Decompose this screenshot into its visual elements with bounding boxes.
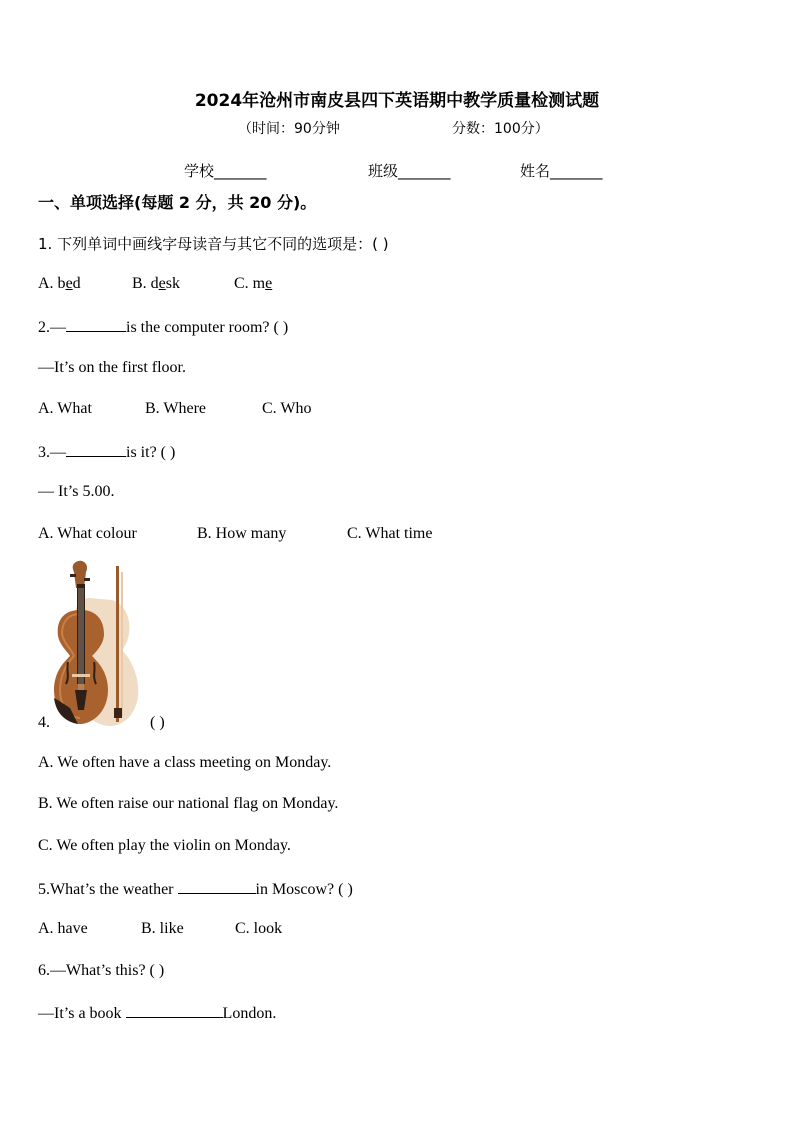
section-heading: 一、单项选择(每题 2 分，共 20 分)。 bbox=[38, 193, 317, 212]
page-title: 2024年沧州市南皮县四下英语期中教学质量检测试题 bbox=[194, 91, 600, 111]
q5-option-c: C. look bbox=[235, 920, 283, 937]
q1-options bbox=[38, 275, 272, 293]
q3-answer: — It’s 5.00. bbox=[38, 483, 115, 500]
q3-blank bbox=[66, 442, 126, 457]
q2-options bbox=[38, 400, 311, 418]
q1-option-c: C. me bbox=[234, 275, 273, 292]
q2-blank bbox=[66, 317, 126, 332]
q3-option-b: B. How many bbox=[197, 525, 287, 542]
q6-blank bbox=[126, 1003, 223, 1018]
q4-paren: ( ) bbox=[150, 714, 165, 731]
q2-option-a: A. What bbox=[38, 400, 92, 417]
exam-score: 分数：100分） bbox=[452, 121, 549, 137]
name-field: 姓名_______ bbox=[520, 162, 603, 180]
q3-option-a: A. What colour bbox=[38, 525, 137, 542]
q6-stem: 6.—What’s this? ( ) bbox=[38, 962, 165, 979]
q5-stem: 5.What’s the weather in Moscow? ( ) bbox=[38, 881, 353, 898]
violin-image bbox=[50, 558, 144, 730]
q1-option-a: A. bed bbox=[38, 275, 81, 292]
q2-option-b: B. Where bbox=[145, 400, 207, 417]
q5-option-a: A. have bbox=[38, 920, 88, 937]
q5-option-b: B. like bbox=[141, 920, 184, 937]
class-field: 班级_______ bbox=[368, 162, 451, 180]
q4-option-c: C. We often play the violin on Monday. bbox=[38, 837, 291, 854]
q4-option-b: B. We often raise our national flag on Monday. bbox=[38, 795, 339, 812]
school-field: 学校_______ bbox=[184, 162, 267, 180]
q3-options bbox=[38, 525, 432, 543]
exam-time: （时间：90分钟 bbox=[238, 121, 340, 137]
q1-stem: 1. 下列单词中画线字母读音与其它不同的选项是：( ) bbox=[38, 235, 389, 253]
q5-options bbox=[38, 920, 282, 938]
q4-option-a: A. We often have a class meeting on Monday. bbox=[38, 754, 332, 771]
q4-number: 4. bbox=[38, 714, 50, 731]
q3-option-c: C. What time bbox=[347, 525, 433, 542]
q3-stem: 3.— is it? ( ) bbox=[38, 444, 176, 461]
q6-answer: —It’s a book London. bbox=[38, 1005, 277, 1022]
q1-option-b: B. desk bbox=[132, 275, 181, 292]
q2-stem: 2.— is the computer room? ( ) bbox=[38, 319, 289, 336]
q2-answer: —It’s on the first floor. bbox=[38, 359, 186, 376]
q5-blank bbox=[178, 879, 256, 894]
q2-option-c: C. Who bbox=[262, 400, 312, 417]
